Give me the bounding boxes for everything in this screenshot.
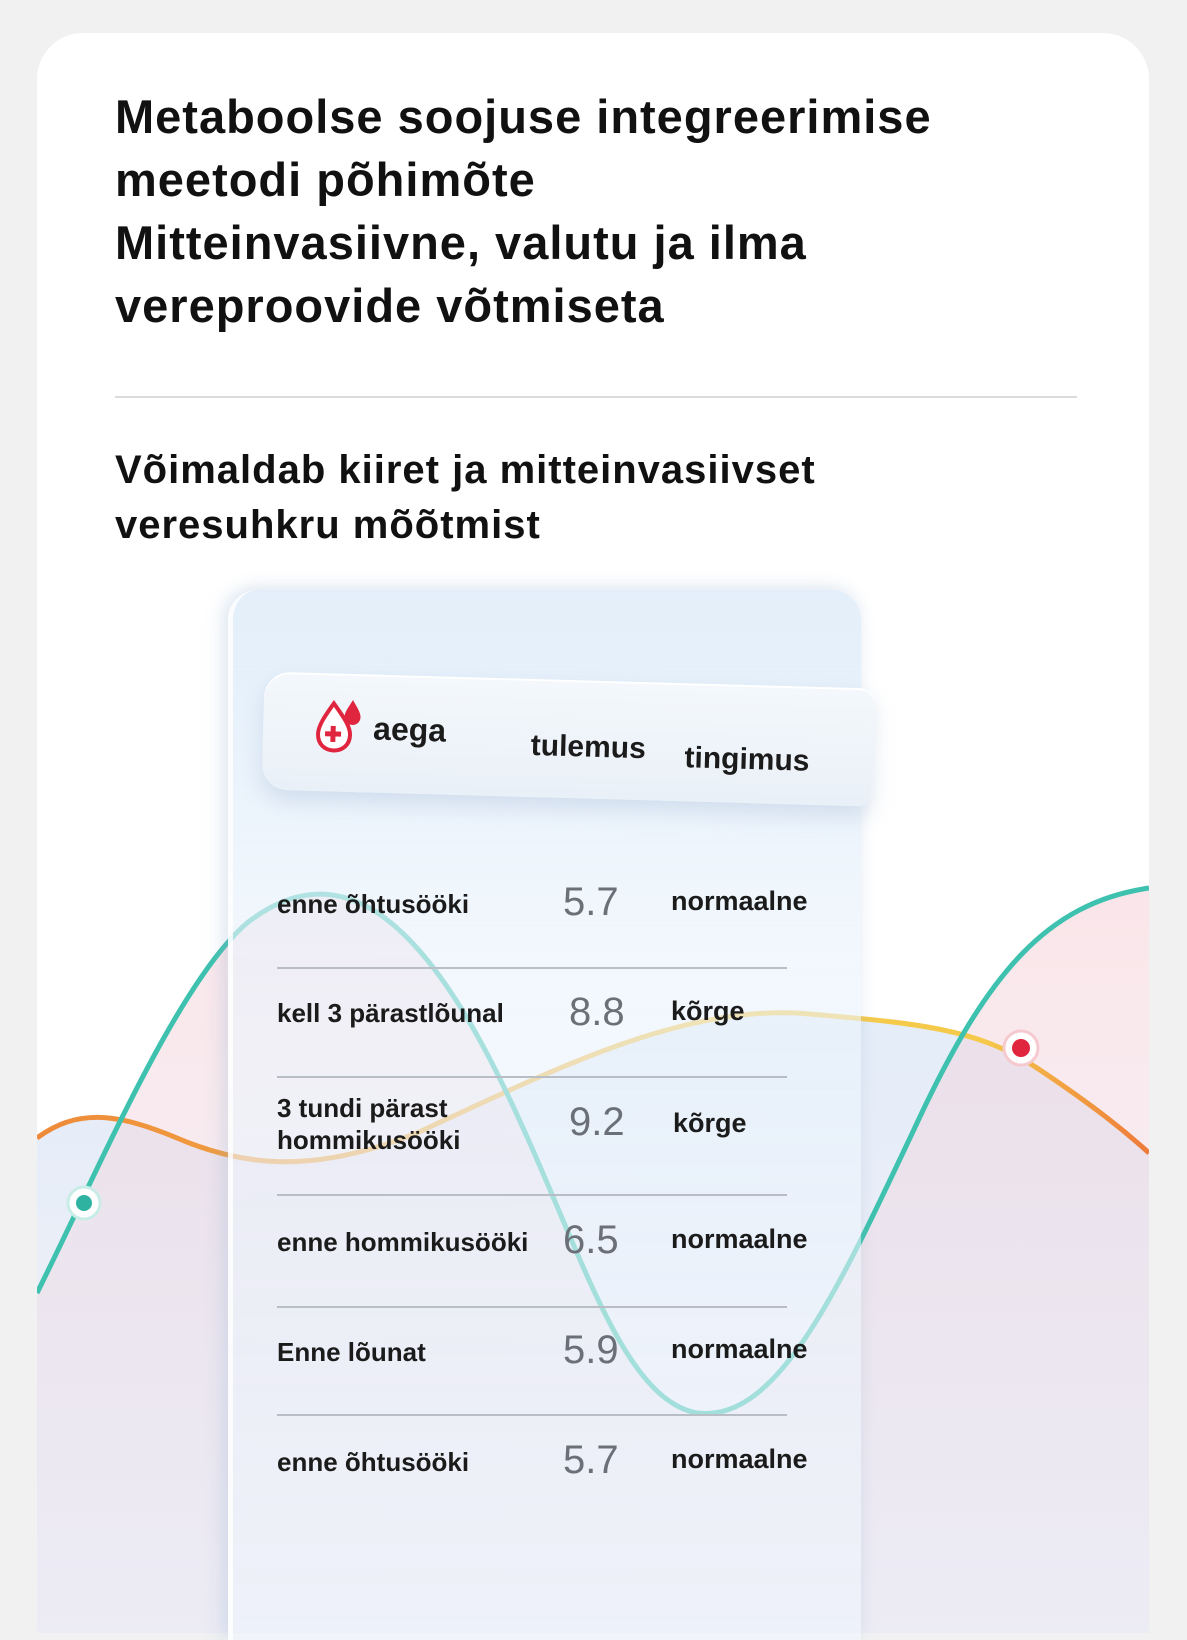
table-header bbox=[261, 672, 874, 807]
title-line-1: Metaboolse soojuse integreerimise bbox=[115, 90, 932, 143]
subtitle bbox=[115, 443, 1115, 553]
column-header-result: tulemus bbox=[530, 728, 647, 766]
table-row bbox=[277, 1308, 837, 1418]
row-condition: normaalne bbox=[671, 886, 808, 916]
row-time: kell 3 pärastlõunal bbox=[277, 998, 504, 1028]
row-condition: kõrge bbox=[671, 996, 745, 1026]
row-time: enne hommikusööki bbox=[277, 1227, 529, 1257]
row-result: 5.7 bbox=[563, 880, 619, 924]
row-condition: normaalne bbox=[671, 1444, 808, 1474]
divider bbox=[115, 396, 1077, 398]
table-row bbox=[277, 1416, 837, 1526]
red-marker-icon bbox=[1004, 1031, 1038, 1065]
blood-drop-icon bbox=[315, 697, 365, 754]
row-divider bbox=[277, 967, 787, 969]
row-time: 3 tundi pärast hommikusööki bbox=[277, 1093, 461, 1155]
row-condition: normaalne bbox=[671, 1224, 808, 1254]
row-result: 5.7 bbox=[563, 1438, 619, 1482]
table-row bbox=[277, 1196, 837, 1306]
page-title bbox=[115, 85, 1115, 337]
title-line-2: meetodi põhimõte bbox=[115, 153, 536, 206]
title-line-4: vereproovide võtmiseta bbox=[115, 279, 665, 332]
row-result: 9.2 bbox=[569, 1100, 625, 1144]
title-line-3: Mitteinvasiivne, valutu ja ilma bbox=[115, 216, 807, 269]
row-condition: kõrge bbox=[673, 1108, 747, 1138]
row-time: enne õhtusööki bbox=[277, 1447, 470, 1477]
table-row bbox=[277, 1080, 837, 1200]
row-result: 8.8 bbox=[569, 990, 625, 1034]
row-condition: normaalne bbox=[671, 1334, 808, 1364]
row-result: 6.5 bbox=[563, 1218, 619, 1262]
row-time: Enne lõunat bbox=[277, 1337, 426, 1367]
table-row bbox=[277, 970, 837, 1080]
teal-marker-icon bbox=[68, 1187, 100, 1219]
table-row bbox=[277, 860, 837, 970]
subtitle-line-2: veresuhkru mõõtmist bbox=[115, 503, 541, 547]
row-divider bbox=[277, 1076, 787, 1078]
column-header-condition: tingimus bbox=[684, 741, 810, 778]
row-time: enne õhtusööki bbox=[277, 889, 470, 919]
subtitle-line-1: Võimaldab kiiret ja mitteinvasiivset bbox=[115, 448, 816, 492]
column-header-time: aega bbox=[372, 710, 447, 749]
row-result: 5.9 bbox=[563, 1328, 619, 1372]
